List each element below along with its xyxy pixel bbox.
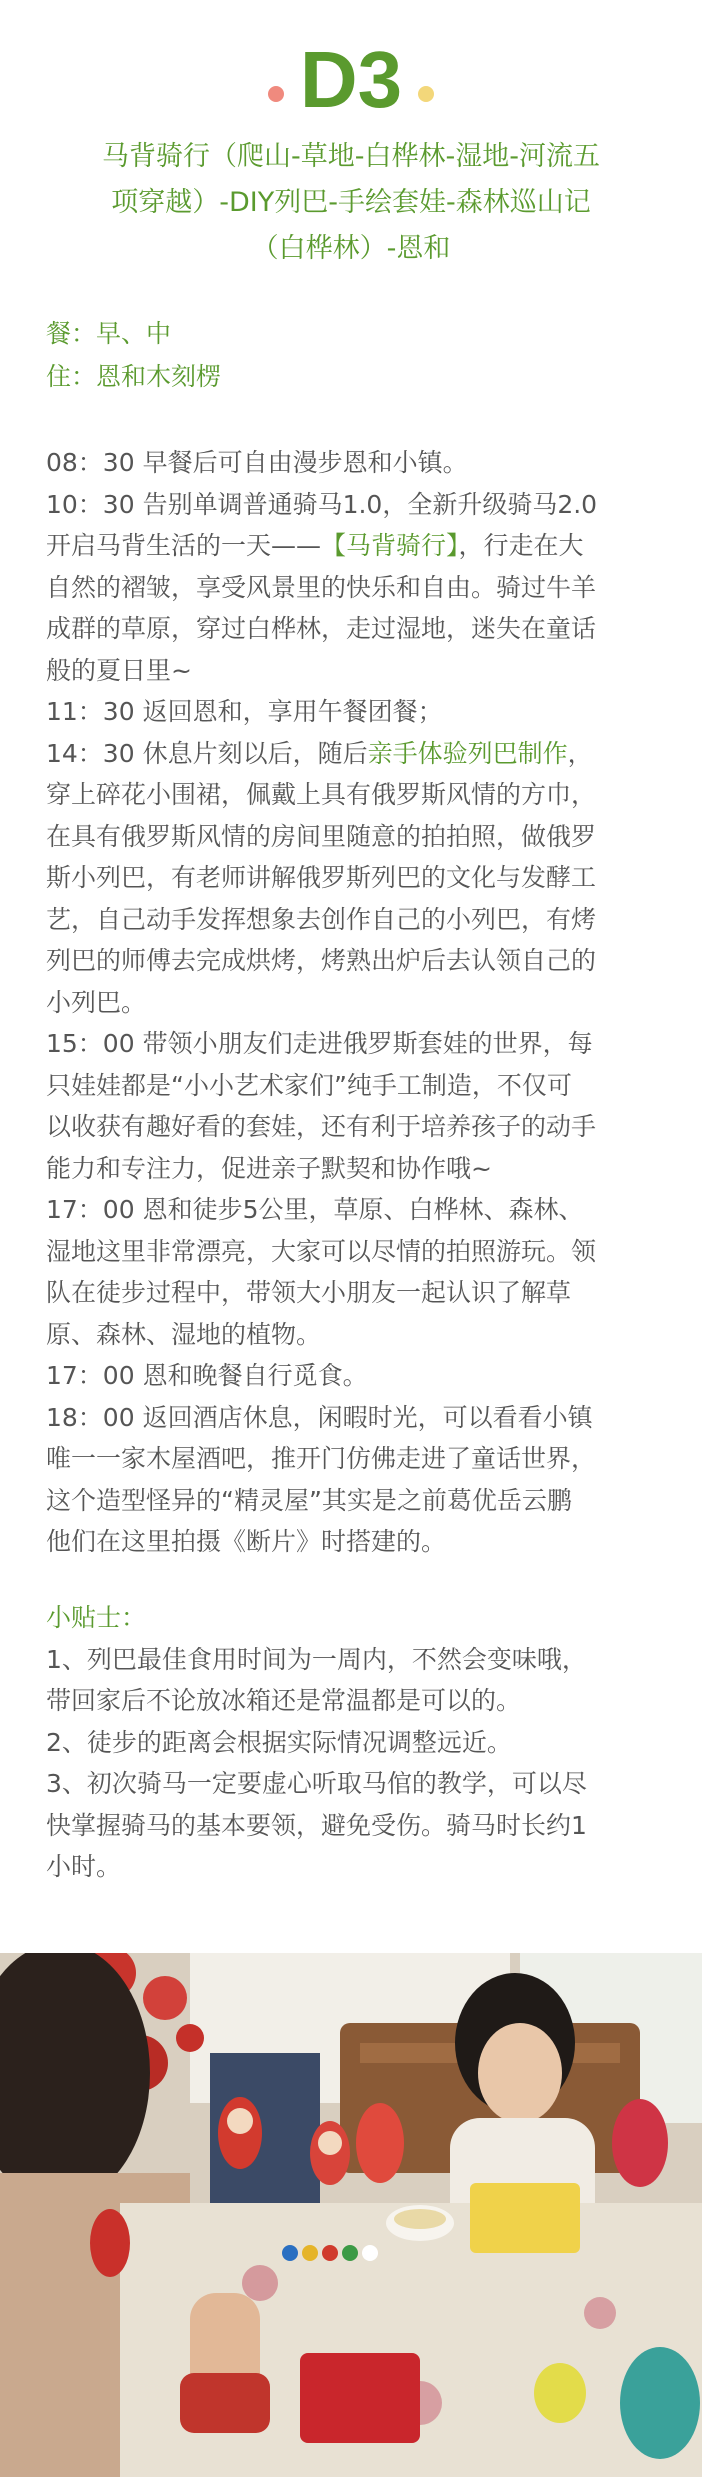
- daily-schedule: [46, 442, 664, 1563]
- schedule-entry-1700-hike: [46, 1189, 664, 1355]
- tip-line: 2、徒步的距离会根据实际情况调整远近。: [46, 1727, 512, 1757]
- schedule-line: [46, 525, 664, 567]
- schedule-line: 小列巴。: [46, 987, 147, 1017]
- schedule-line: 列巴的师傅去完成烘烤，烤熟出炉后去认领自己的: [46, 946, 597, 975]
- schedule-line: 唯一一家木屋酒吧，推开门仿佛走进了童话世界，: [46, 1444, 597, 1473]
- schedule-line: 能力和专注力，促进亲子默契和协作哦~: [46, 1153, 492, 1183]
- tip-line: 1、列巴最佳食用时间为一周内，不然会变味哦，: [46, 1644, 587, 1674]
- schedule-text: ，: [567, 738, 593, 768]
- schedule-line: 原、森林、湿地的植物。: [46, 1319, 322, 1349]
- schedule-line: 斯小列巴，有老师讲解俄罗斯列巴的文化与发酵工: [46, 863, 597, 892]
- lodging-info: 住：恩和木刻楞: [46, 362, 222, 391]
- schedule-entry-1700-dinner: [46, 1355, 664, 1397]
- tip-line: 带回家后不论放冰箱还是常温都是可以的。: [46, 1686, 522, 1715]
- schedule-entry-0830: [46, 442, 664, 484]
- schedule-line: 只娃娃都是“小小艺术家们”纯手工制造，不仅可: [46, 1070, 572, 1100]
- tip-line: 3、初次骑马一定要虚心听取马倌的教学，可以尽: [46, 1769, 587, 1798]
- subtitle-line: 项穿越）-DIY列巴-手绘套娃-森林巡山记: [111, 187, 591, 218]
- schedule-entry-1500: [46, 1023, 664, 1189]
- schedule-line: 以收获有趣好看的套娃，还有利于培养孩子的动手: [46, 1112, 597, 1141]
- schedule-line: 般的夏日里~: [46, 655, 192, 685]
- meal-lodging-info: [46, 312, 666, 398]
- schedule-line: 17：00 恩和徒步5公里，草原、白桦林、森林、: [46, 1195, 584, 1224]
- schedule-line: 自然的褶皱，享受风景里的快乐和自由。骑过牛羊: [46, 572, 597, 602]
- meals-info: 餐：早、中: [46, 319, 172, 348]
- schedule-line: 11：30 返回恩和，享用午餐团餐；: [46, 697, 443, 726]
- schedule-entry-1800: [46, 1397, 664, 1563]
- schedule-line: 艺，自己动手发挥想象去创作自己的小列巴，有烤: [46, 904, 597, 934]
- schedule-line: 他们在这里拍摄《断片》时搭建的。: [46, 1527, 447, 1556]
- tips-title: 小贴士：: [46, 1603, 147, 1632]
- schedule-line: 成群的草原，穿过白桦林，走过湿地，迷失在童话: [46, 614, 597, 643]
- schedule-line: 在具有俄罗斯风情的房间里随意的拍拍照，做俄罗: [46, 821, 597, 851]
- schedule-text: 14：30 休息片刻以后，随后: [46, 738, 368, 768]
- schedule-line: [46, 733, 664, 775]
- schedule-line: 10：30 告别单调普通骑马1.0，全新升级骑马2.0: [46, 489, 598, 519]
- schedule-text: ，行走在大: [458, 531, 584, 560]
- day-header: [0, 30, 702, 130]
- schedule-line: 17：00 恩和晚餐自行觅食。: [46, 1361, 368, 1390]
- decorative-dot-right: [418, 86, 434, 102]
- schedule-line: 穿上碎花小围裙，佩戴上具有俄罗斯风情的方巾，: [46, 780, 597, 809]
- schedule-entry-1130: [46, 691, 664, 733]
- photo-illustration: [0, 1953, 702, 2477]
- schedule-line: 队在徒步过程中，带领大小朋友一起认识了解草: [46, 1278, 572, 1307]
- schedule-line: 这个造型怪异的“精灵屋”其实是之前葛优岳云鹏: [46, 1485, 572, 1515]
- matryoshka-painting-photo: [0, 1953, 702, 2477]
- tips-section: [46, 1597, 664, 1888]
- horse-riding-highlight: 【马背骑行】: [321, 531, 459, 560]
- schedule-line: 08：30 早餐后可自由漫步恩和小镇。: [46, 448, 468, 477]
- schedule-line: 15：00 带领小朋友们走进俄罗斯套娃的世界，每: [46, 1029, 593, 1058]
- day-title: D3: [299, 35, 403, 124]
- schedule-text: 开启马背生活的一天——: [46, 531, 322, 560]
- bread-making-highlight: 亲手体验列巴制作: [367, 738, 568, 768]
- schedule-line: 18：00 返回酒店休息，闲暇时光，可以看看小镇: [46, 1402, 593, 1432]
- tip-line: 小时。: [46, 1852, 122, 1881]
- subtitle-line: （白桦林）-恩和: [251, 233, 451, 264]
- schedule-entry-1430: [46, 733, 664, 1024]
- itinerary-subtitle: [40, 134, 662, 272]
- tip-line: 快掌握骑马的基本要领，避免受伤。骑马时长约1: [46, 1810, 587, 1840]
- subtitle-line: 马背骑行（爬山-草地-白桦林-湿地-河流五: [102, 141, 600, 172]
- schedule-entry-1030: [46, 484, 664, 692]
- schedule-line: 湿地这里非常漂亮，大家可以尽情的拍照游玩。领: [46, 1236, 597, 1266]
